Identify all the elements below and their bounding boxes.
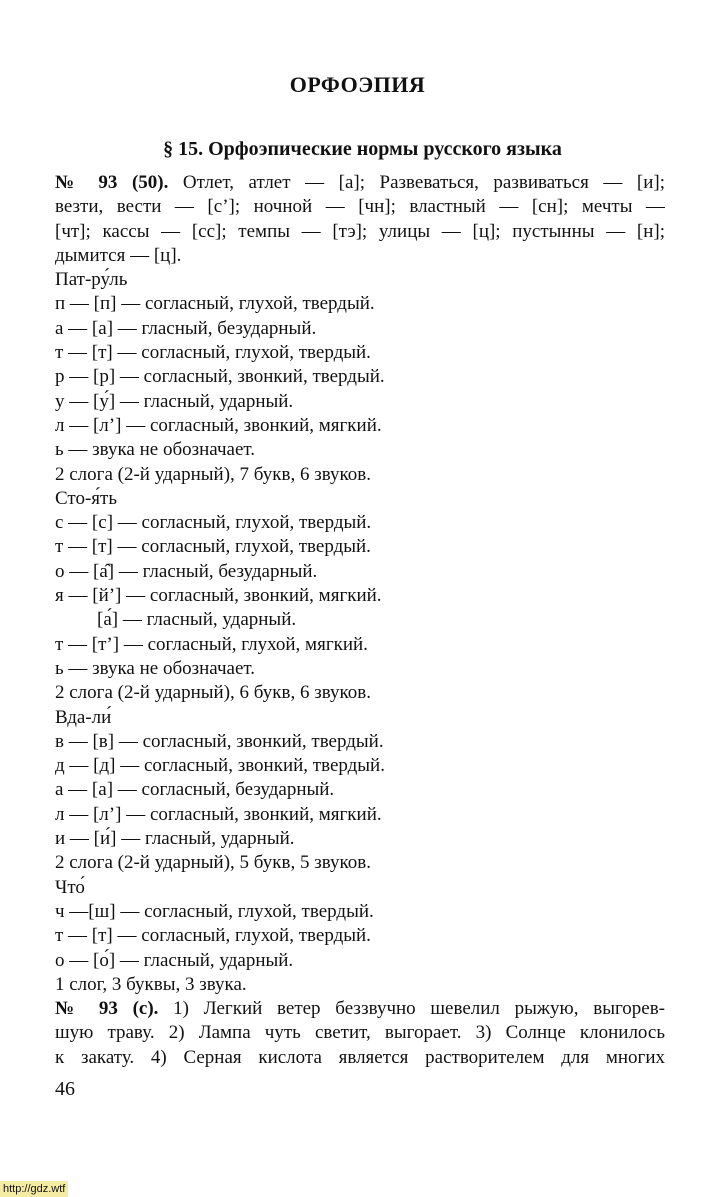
page-body: [55, 171, 665, 1070]
text-line: [55, 584, 665, 608]
line-text: Сто-я́ть: [55, 487, 118, 509]
text-line: [55, 900, 665, 924]
text-line: [55, 851, 665, 875]
text-line: [55, 171, 665, 195]
text-line: [55, 633, 665, 657]
text-line: [55, 924, 665, 948]
line-text: 2 слога (2-й ударный), 6 букв, 6 звуков.: [55, 682, 372, 704]
line-text: у — [у́] — гласный, ударный.: [55, 390, 294, 412]
text-line: [55, 292, 665, 316]
text-line: [55, 195, 665, 219]
line-text: о — [о́] — гласный, ударный.: [55, 949, 294, 971]
text-line: [55, 973, 665, 997]
line-text: я — [й’] — согласный, звонкий, мягкий.: [55, 585, 382, 607]
text-line: [55, 997, 665, 1021]
text-line: [55, 1021, 665, 1045]
text-line: [55, 827, 665, 851]
line-text: т — [т] — согласный, глухой, твердый.: [55, 536, 371, 558]
line-text: ь — звука не обозначает.: [55, 439, 256, 461]
section-title: § 15. Орфоэпические нормы русского языка: [163, 138, 562, 160]
text-line: [55, 706, 665, 730]
text-line: [55, 560, 665, 584]
text-line: [55, 778, 665, 802]
line-text: Вда-ли́: [55, 706, 112, 728]
text-line: [55, 414, 665, 438]
line-text: ь — звука не обозначает.: [55, 657, 256, 679]
line-text: в — [в] — согласный, звонкий, твердый.: [55, 730, 384, 752]
text-line: [55, 341, 665, 365]
text-line: [55, 803, 665, 827]
text-line: [55, 463, 665, 487]
line-text: к закату. 4) Серная кислота является растворителем для многих: [55, 1046, 665, 1068]
line-text: 2 слога (2-й ударный), 7 букв, 6 звуков.: [55, 463, 372, 485]
chapter-title: ОРФОЭПИЯ: [289, 72, 426, 97]
line-text: т — [т] — согласный, глухой, твердый.: [55, 925, 371, 947]
line-text: а — [а] — гласный, безударный.: [55, 317, 317, 339]
text-line: [55, 657, 665, 681]
exercise-number: № 93 (50).: [55, 172, 169, 193]
text-line: [55, 535, 665, 559]
text-line: [55, 244, 665, 268]
line-text: п — [п] — согласный, глухой, твердый.: [55, 293, 375, 315]
line-text: л — [л’] — согласный, звонкий, мягкий.: [55, 803, 382, 825]
line-text: о — [а̂] — гласный, безударный.: [55, 560, 318, 582]
line-text: Пат-ру́ль: [55, 269, 128, 291]
line-text: шую траву. 2) Лампа чуть светит, выгорает. 3) Солнце клонилось: [55, 1022, 665, 1044]
text-line: [55, 730, 665, 754]
text-line: [55, 949, 665, 973]
text-line: [55, 1046, 665, 1070]
text-line: [55, 608, 665, 632]
watermark-link[interactable]: http://gdz.wtf: [0, 1181, 68, 1197]
text-line: [55, 876, 665, 900]
line-text: т — [т’] — согласный, глухой, мягкий.: [55, 633, 368, 655]
line-text: 1) Легкий ветер беззвучно шевелил рыжую, выгорев-: [158, 998, 665, 1020]
text-line: [55, 390, 665, 414]
line-text: Что́: [55, 876, 85, 898]
text-line: [55, 365, 665, 389]
line-text: 2 слога (2-й ударный), 5 букв, 5 звуков.: [55, 852, 372, 874]
line-text: л — [л’] — согласный, звонкий, мягкий.: [55, 414, 382, 436]
text-line: [55, 268, 665, 292]
text-line: [55, 220, 665, 244]
line-text: и — [и́] — гласный, ударный.: [55, 828, 295, 850]
exercise-number: № 93 (с).: [55, 998, 159, 1020]
text-line: [55, 487, 665, 511]
text-line: [55, 681, 665, 705]
text-line: [55, 438, 665, 462]
line-text: везти, вести — [с’]; ночной — [чн]; властный — [сн]; мечты —: [55, 196, 665, 218]
line-text: т — [т] — согласный, глухой, твердый.: [55, 342, 371, 364]
text-line: [55, 754, 665, 778]
line-text: р — [р] — согласный, звонкий, твердый.: [55, 366, 385, 388]
line-text: [чт]; кассы — [сс]; темпы — [тэ]; улицы — [ц]; пустынны — [н];: [55, 220, 665, 242]
line-text: дымится — [ц].: [55, 244, 182, 266]
line-text: ч —[ш] — согласный, глухой, твердый.: [55, 900, 374, 922]
line-text: с — [с] — согласный, глухой, твердый.: [55, 512, 372, 534]
line-text: Отлет, атлет — [а]; Развеваться, развиваться — [и];: [168, 172, 665, 193]
line-text: [а́] — гласный, ударный.: [97, 609, 297, 631]
line-text: 1 слог, 3 буквы, 3 звука.: [55, 973, 247, 995]
text-line: [55, 511, 665, 535]
line-text: д — [д] — согласный, звонкий, твердый.: [55, 755, 385, 777]
page-number: 46: [55, 1078, 75, 1100]
text-line: [55, 317, 665, 341]
line-text: а — [а] — согласный, безударный.: [55, 779, 335, 801]
